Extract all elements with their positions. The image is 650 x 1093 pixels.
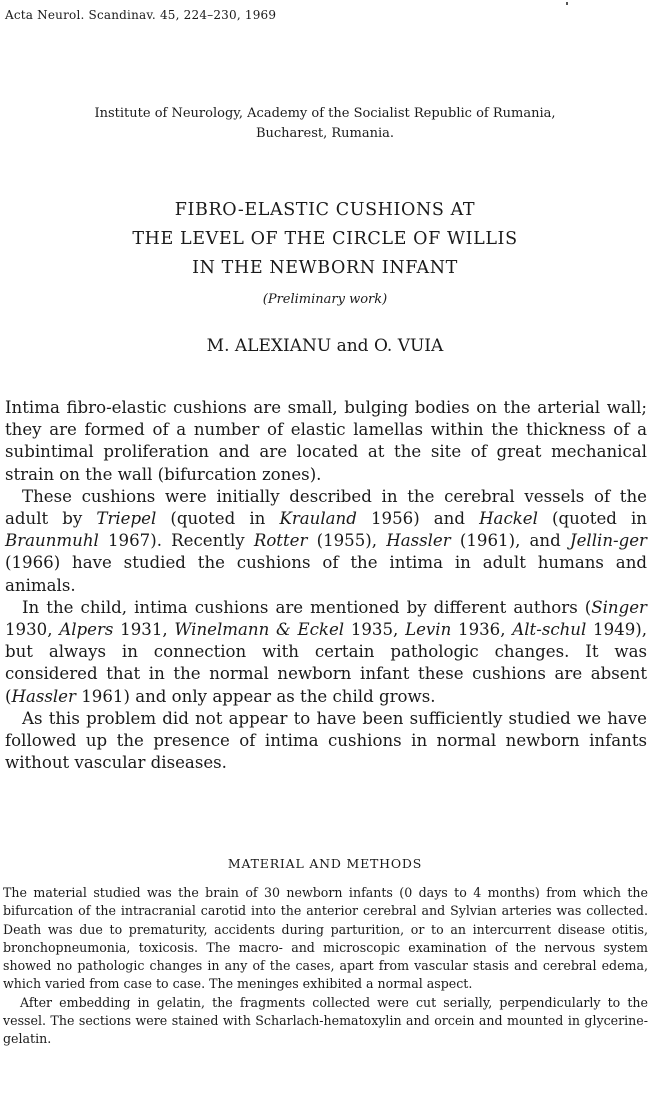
citation-winelmann-eckel: Winelmann & Eckel <box>174 620 345 640</box>
text-run: 1956) and <box>356 509 480 529</box>
text-run: 1936, <box>451 620 513 640</box>
methods-paragraph-1: The material studied was the brain of 30 newborn infants (0 days to 4 months) from which the bifurcation of the intracranial carotid into the anterior cerebral and Sylvian arteries was collected. Death was due to prematurity, accidents during parturition, or to an intercurrent disease otitis, bronchopneumonia, toxicosis. The macro- and microscopic examination of the nervous system showed no pathologic changes in any of the cases, apart from vascular stasis and cerebral edema, which varied from case to case. The meninges exhibited a normal aspect. <box>3 885 648 992</box>
author-2-surname: UIA <box>409 336 444 356</box>
affiliation-line-2: Bucharest, Rumania. <box>255 126 395 141</box>
title-line-3: IN THE NEWBORN INFANT <box>192 258 458 278</box>
author-conjunction: and <box>331 336 374 356</box>
affiliation <box>30 104 620 144</box>
citation-hackel: Hackel <box>479 509 538 529</box>
text-run: 1931, <box>113 620 175 640</box>
text-run: (1955), <box>307 531 387 551</box>
intro-paragraph-2 <box>5 486 647 597</box>
citation-rotter: Rotter <box>253 531 308 551</box>
title-line-2: THE LEVEL OF THE CIRCLE OF WILLIS <box>132 229 518 249</box>
intro-paragraph-4: As this problem did not appear to have been sufficiently studied we have followed up the presence of intima cushions in normal newborn infants without vascular diseases. <box>5 708 647 773</box>
citation-alpers: Alpers <box>59 620 114 640</box>
citation-triepel: Triepel <box>96 509 157 529</box>
text-run: 1949), but always in connection with certain pathologic changes. It was considered that in the normal newborn infant these cushions are absent ( <box>5 620 648 706</box>
section-heading-methods: MATERIAL AND METHODS <box>227 856 423 871</box>
citation-hassler: Hassler <box>11 686 76 706</box>
text-run: 1930, <box>5 620 60 640</box>
intro-paragraph-1: Intima fibro-elastic cushions are small, bulging bodies on the arterial wall; they are formed of a number of elastic lamellas within the thickness of a subintimal proliferation and are located at the site of great mechanical strain on the wall (bifurcation zones). <box>5 398 647 484</box>
introduction <box>5 397 647 774</box>
text-run: In the child, intima cushions are mentioned by different authors ( <box>22 597 592 617</box>
text-run: (1966) have studied the cushions of the intima in adult humans and animals. <box>5 553 647 595</box>
text-run: (quoted in <box>537 509 647 529</box>
methods-section <box>3 884 648 1049</box>
affiliation-line-1: Institute of Neurology, Academy of the Socialist Republic of Rumania, <box>94 106 556 121</box>
citation-singer: Singer <box>591 597 647 617</box>
text-run: 1967). Recently <box>98 531 254 551</box>
citation-braunmuhl: Braunmuhl <box>5 531 99 551</box>
author-2-initial: O. V <box>373 336 410 356</box>
methods-paragraph-2: After embedding in gelatin, the fragments collected were cut serially, perpendicularly to the vessel. The sections were stained with Scharlach-hematoxylin and orcein and mounted in glycerine-gelatin. <box>3 994 648 1047</box>
author-1-initial: M. A <box>206 336 248 356</box>
text-run: These cushions were initially described in the cerebral vessels of the adult by <box>5 486 647 529</box>
journal-reference: Acta Neurol. Scandinav. 45, 224–230, 1969 <box>5 8 277 22</box>
text-run: (quoted in <box>156 509 280 529</box>
citation-krauland: Krauland <box>279 509 357 529</box>
authors <box>0 336 650 356</box>
subtitle: (Preliminary work) <box>262 292 388 307</box>
citation-altschul: Alt-schul <box>512 620 587 640</box>
citation-hassler: Hassler <box>386 531 451 551</box>
author-1-surname: LEXIANU <box>247 336 332 356</box>
scan-speck <box>566 2 568 5</box>
citation-jellinger: Jellin-ger <box>569 531 647 551</box>
title-line-1: FIBRO-ELASTIC CUSHIONS AT <box>174 200 476 220</box>
text-run: (1961), and <box>450 531 570 551</box>
intro-paragraph-3 <box>5 597 647 708</box>
article-title <box>0 196 650 283</box>
text-run: 1935, <box>344 620 406 640</box>
citation-levin: Levin <box>405 620 452 640</box>
text-run: 1961) and only appear as the child grows. <box>75 686 436 706</box>
